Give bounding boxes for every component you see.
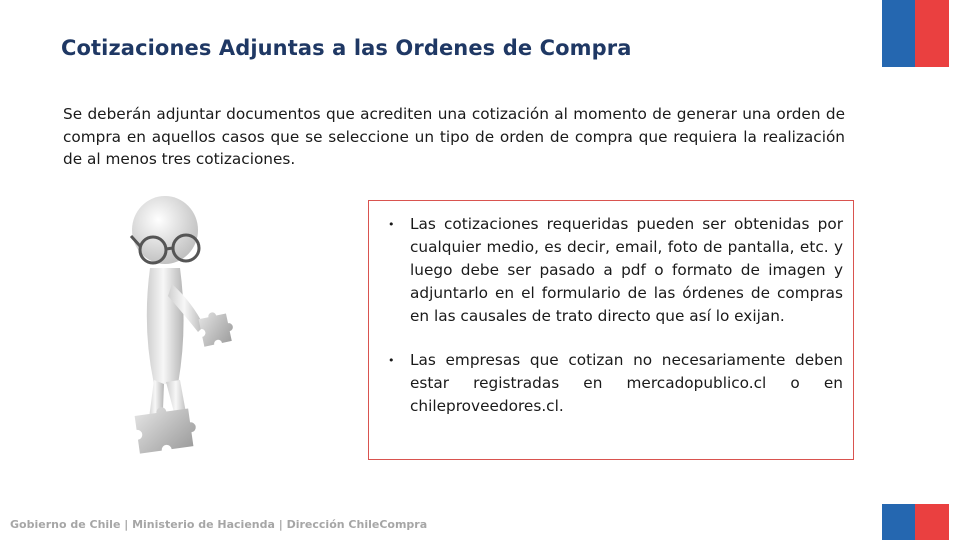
slide-title: Cotizaciones Adjuntas a las Ordenes de Compra	[61, 36, 632, 60]
bullet-box	[368, 200, 854, 460]
list-item	[388, 349, 843, 418]
flag-red-stripe	[915, 504, 949, 540]
bullet-text: Las cotizaciones requeridas pueden ser obtenidas por cualquier medio, es decir, email, foto de pantalla, etc. y luego debe ser pasado a pdf o formato de imagen y adjuntarlo en el formulario de las órdenes de compras en las causales de trato directo que así lo exijan.	[410, 215, 843, 325]
flag-blue-stripe	[882, 0, 915, 67]
bullet-icon: •	[388, 354, 395, 367]
chile-flag-bottom	[882, 504, 949, 540]
footer-text: Gobierno de Chile | Ministerio de Hacienda | Dirección ChileCompra	[10, 518, 428, 531]
chile-flag-top	[882, 0, 949, 67]
bullet-icon: •	[388, 218, 395, 231]
flag-red-stripe	[915, 0, 949, 67]
intro-paragraph: Se deberán adjuntar documentos que acrediten una cotización al momento de generar una orden de compra en aquellos casos que se seleccione un tipo de orden de compra que requiera la realización de al menos tres cotizaciones.	[63, 105, 845, 168]
flag-blue-stripe	[882, 504, 915, 540]
list-item	[388, 213, 843, 328]
figure-with-puzzle-illustration	[118, 188, 248, 470]
bullet-text: Las empresas que cotizan no necesariamente deben estar registradas en mercadopublico.cl o en chileproveedores.cl.	[410, 351, 843, 415]
